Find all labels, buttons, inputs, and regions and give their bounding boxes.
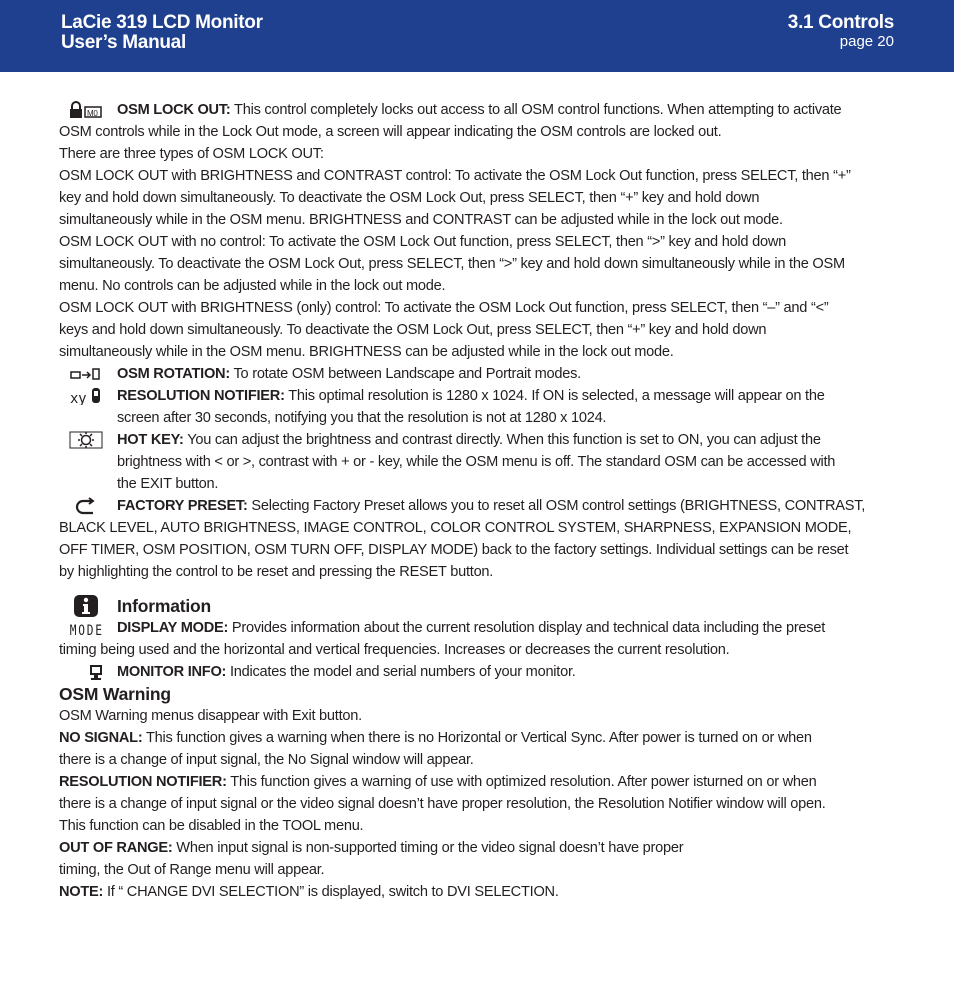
information-heading-line (59, 595, 895, 617)
res-notifier-label: RESOLUTION NOTIFIER: (59, 774, 227, 790)
res-notifier-text-3: This function can be disabled in the TOOL menu. (59, 818, 364, 834)
display-mode-line (59, 617, 895, 639)
resolution-text-1: This optimal resolution is 1280 x 1024. If ON is selected, a message will appear on the (284, 388, 825, 404)
lock-out-line (59, 99, 895, 121)
factory-text-1: Selecting Factory Preset allows you to reset all OSM control settings (BRIGHTNESS, CONTRAST, (247, 498, 866, 514)
no-signal-text-1: This function gives a warning when there is no Horizontal or Vertical Sync. After power is turned on or when (142, 730, 812, 746)
res-notifier-line (59, 771, 895, 793)
hotkey-text-1: You can adjust the brightness and contrast directly. When this function is set to ON, you can adjust the (183, 432, 821, 448)
section-info (788, 13, 894, 51)
no-signal-line (59, 727, 895, 749)
factory-preset-icon (69, 497, 103, 515)
lock-out-text-3: There are three types of OSM LOCK OUT: (59, 146, 324, 162)
hotkey-text-3: the EXIT button. (117, 476, 219, 492)
out-of-range-label: OUT OF RANGE: (59, 840, 173, 856)
lock-out-text-10: OSM LOCK OUT with BRIGHTNESS (only) control: To activate the OSM Lock Out function, press SELECT, then “–” and “<” (59, 300, 829, 316)
factory-text-3: OFF TIMER, OSM POSITION, OSM TURN OFF, DISPLAY MODE) back to the factory settings. Individual settings can be reset (59, 542, 849, 558)
page-header (0, 0, 954, 72)
lock-out-text-12: simultaneously while in the OSM menu. BRIGHTNESS can be adjusted while in the lock out mode. (59, 344, 674, 360)
lock-icon (69, 101, 103, 119)
monitor-info-text-1: Indicates the model and serial numbers of your monitor. (226, 664, 576, 680)
display-mode-label: DISPLAY MODE: (117, 620, 229, 636)
out-of-range-text-1: When input signal is non-supported timing or the video signal doesn’t have proper (172, 840, 684, 856)
note-text-1: If “ CHANGE DVI SELECTION” is displayed, switch to DVI SELECTION. (103, 884, 559, 900)
xy-resolution-icon (69, 387, 103, 405)
lock-out-text-8: simultaneously. To deactivate the OSM Lock Out, press SELECT, then “>” key and hold down simultaneously while in the OSM (59, 256, 845, 272)
res-notifier-text-1: This function gives a warning of use with optimized resolution. After power isturned on or when (226, 774, 817, 790)
rotation-icon (69, 365, 103, 383)
factory-text-2: BLACK LEVEL, AUTO BRIGHTNESS, IMAGE CONTROL, COLOR CONTROL SYSTEM, SHARPNESS, EXPANSION MODE, (59, 520, 852, 536)
resolution-label: RESOLUTION NOTIFIER: (117, 388, 285, 404)
lock-out-label: OSM LOCK OUT: (117, 102, 231, 118)
section-title: 3.1 Controls (787, 12, 894, 33)
svg-text:xy: xy (70, 391, 87, 405)
display-mode-text-2: timing being used and the horizontal and vertical frequencies. Increases or decreases the current resolution. (59, 642, 730, 658)
sun-icon (69, 431, 103, 449)
hotkey-label: HOT KEY: (117, 432, 184, 448)
hotkey-text-2: brightness with < or >, contrast with + or - key, while the OSM menu is off. The standard OSM can be accessed with (117, 454, 836, 470)
out-of-range-line (59, 837, 895, 859)
osm-warning-heading: OSM Warning (59, 684, 171, 704)
monitor-icon (69, 663, 103, 681)
lock-out-text-4: OSM LOCK OUT with BRIGHTNESS and CONTRAST control: To activate the OSM Lock Out function, press SELECT, then “+” (59, 168, 851, 184)
rotation-line (59, 363, 895, 385)
factory-label: FACTORY PRESET: (117, 498, 248, 514)
hotkey-line (59, 429, 895, 451)
svg-text:MODE: MODE (69, 621, 102, 637)
lock-out-text-6: simultaneously while in the OSM menu. BRIGHTNESS and CONTRAST can be adjusted while in the lock out mode. (59, 212, 783, 228)
mode-icon (69, 619, 103, 637)
lock-out-text-2: OSM controls while in the Lock Out mode, a screen will appear indicating the OSM controls are locked out. (59, 124, 722, 140)
note-line (59, 881, 895, 903)
document-title (61, 13, 263, 53)
osm-warning-intro: OSM Warning menus disappear with Exit button. (59, 708, 362, 724)
resolution-line (59, 385, 895, 407)
resolution-text-2: screen after 30 seconds, notifying you that the resolution is not at 1280 x 1024. (117, 410, 607, 426)
rotation-text-1: To rotate OSM between Landscape and Portrait modes. (229, 366, 581, 382)
note-label: NOTE: (59, 884, 104, 900)
svg-text:M0: M0 (87, 109, 98, 118)
lock-out-text-1: This control completely locks out access to all OSM control functions. When attempting to activate (230, 102, 842, 118)
information-heading: Information (117, 596, 212, 616)
no-signal-label: NO SIGNAL: (59, 730, 143, 746)
factory-line (59, 495, 895, 517)
display-mode-text-1: Provides information about the current resolution display and technical data including the preset (228, 620, 826, 636)
no-signal-text-2: there is a change of input signal, the No Signal window will appear. (59, 752, 474, 768)
page-number: page 20 (839, 33, 894, 50)
title-line-1: LaCie 319 LCD Monitor (61, 12, 263, 33)
lock-out-text-5: key and hold down simultaneously. To deactivate the OSM Lock Out, press SELECT, then “+” key and hold down (59, 190, 760, 206)
lock-out-text-7: OSM LOCK OUT with no control: To activate the OSM Lock Out function, press SELECT, then “>” key and hold down (59, 234, 786, 250)
res-notifier-text-2: there is a change of input signal or the video signal doesn’t have proper resolution, the Resolution Notifier window will open. (59, 796, 826, 812)
lock-out-text-11: keys and hold down simultaneously. To deactivate the OSM Lock Out, press SELECT, then “+” key and hold down (59, 322, 767, 338)
title-line-2: User’s Manual (61, 32, 186, 53)
factory-text-4: by highlighting the control to be reset and pressing the RESET button. (59, 564, 494, 580)
page-content (59, 99, 895, 903)
out-of-range-text-2: timing, the Out of Range menu will appear. (59, 862, 325, 878)
rotation-label: OSM ROTATION: (117, 366, 230, 382)
monitor-info-line (59, 661, 895, 683)
info-icon (69, 595, 103, 617)
lock-out-text-9: menu. No controls can be adjusted while in the lock out mode. (59, 278, 446, 294)
monitor-info-label: MONITOR INFO: (117, 664, 227, 680)
